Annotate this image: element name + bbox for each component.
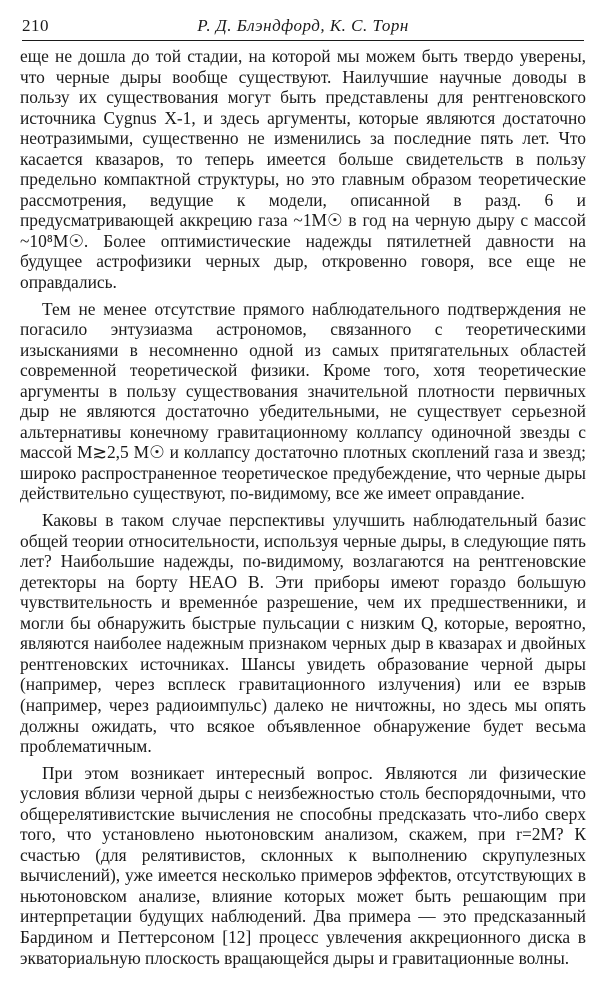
paragraph: При этом возникает интересный вопрос. Являются ли физические условия вблизи черной дыры с неизбежностью столь беспорядочными, что общерелятивистские вычисления не способны предсказать что-либо сверх того, что установлено ньютоновским анализом, скажем, при r=2M? К счастью (для релятивистов, склонных к выполнению скрупулезных вычислений), уже имеется несколько примеров эффектов, отсутствующих в ньютоновском анализе, влияние которых может быть решающим при интерпретации будущих наблюдений. Два примера — это предсказанный Бардином и Петтерсоном [12] процесс увлечения аккреционного диска в экваториальную плоскость вращающейся дыры и гравитационные волны. (20, 762, 586, 968)
paragraph: Тем не менее отсутствие прямого наблюдательного подтверждения не погасило энтузиазма астрономов, связанного с теоретическими изысканиями в несомненно одной из самых притягательных областей современной теоретической физики. Кроме того, хотя теоретические аргументы в пользу существования значительной плотности первичных дыр не являются достаточно убедительными, не существует серьезной альтернативы конечному гравитационному коллапсу одиночной звезды с массой M≳2,5 M☉ и коллапсу достаточно плотных скоплений газа и звезд; широко распространенное теоретическое предубеждение, что черные дыры действительно существуют, по-видимому, все же имеет оправдание. (20, 298, 586, 504)
page-number: 210 (22, 16, 49, 35)
body-text (20, 46, 586, 968)
page-header (22, 12, 584, 41)
paragraph: Каковы в таком случае перспективы улучшить наблюдательный базис общей теории относительности, используя черные дыры, в следующие пять лет? Наибольшие надежды, по-видимому, возлагаются на рентгеновские детекторы на борту HEAO B. Эти приборы имеют гораздо большую чувствительность и временнóе разрешение, чем их предшественники, и могли бы обнаружить быстрые пульсации с низким Q, которые, вероятно, являются наиболее надежным признаком черных дыр в квазарах и двойных рентгеновских источниках. Шансы увидеть образование черной дыры (например, через всплеск гравитационного излучения) или ее взрыв (например, через радиоимпульс) далеко не ничтожны, но здесь мы опять должны ожидать, что всякое объявленное обнаружение будет весьма проблематичным. (20, 510, 586, 757)
paragraph: еще не дошла до той стадии, на которой мы можем быть твердо уверены, что черные дыры вообще существуют. Наилучшие научные доводы в пользу их существования могут быть представлены для рентгеновского источника Cygnus X-1, и здесь аргументы, которые являются достаточно неотразимыми, существенно не изменились за последние пять лет. Что касается квазаров, то теперь имеется больше свидетельств в пользу предельно компактной структуры, но это главным образом теоретические рассмотрения, ведущие к модели, описанной в разд. 6 и предусматривающей аккрецию газа ~1M☉ в год на черную дыру с массой ~10⁸M☉. Более оптимистические надежды пятилетней давности на будущее астрофизики черных дыр, откровенно говоря, все еще не оправдались. (20, 46, 586, 293)
running-head: Р. Д. Блэндфорд, К. С. Торн (197, 16, 409, 35)
